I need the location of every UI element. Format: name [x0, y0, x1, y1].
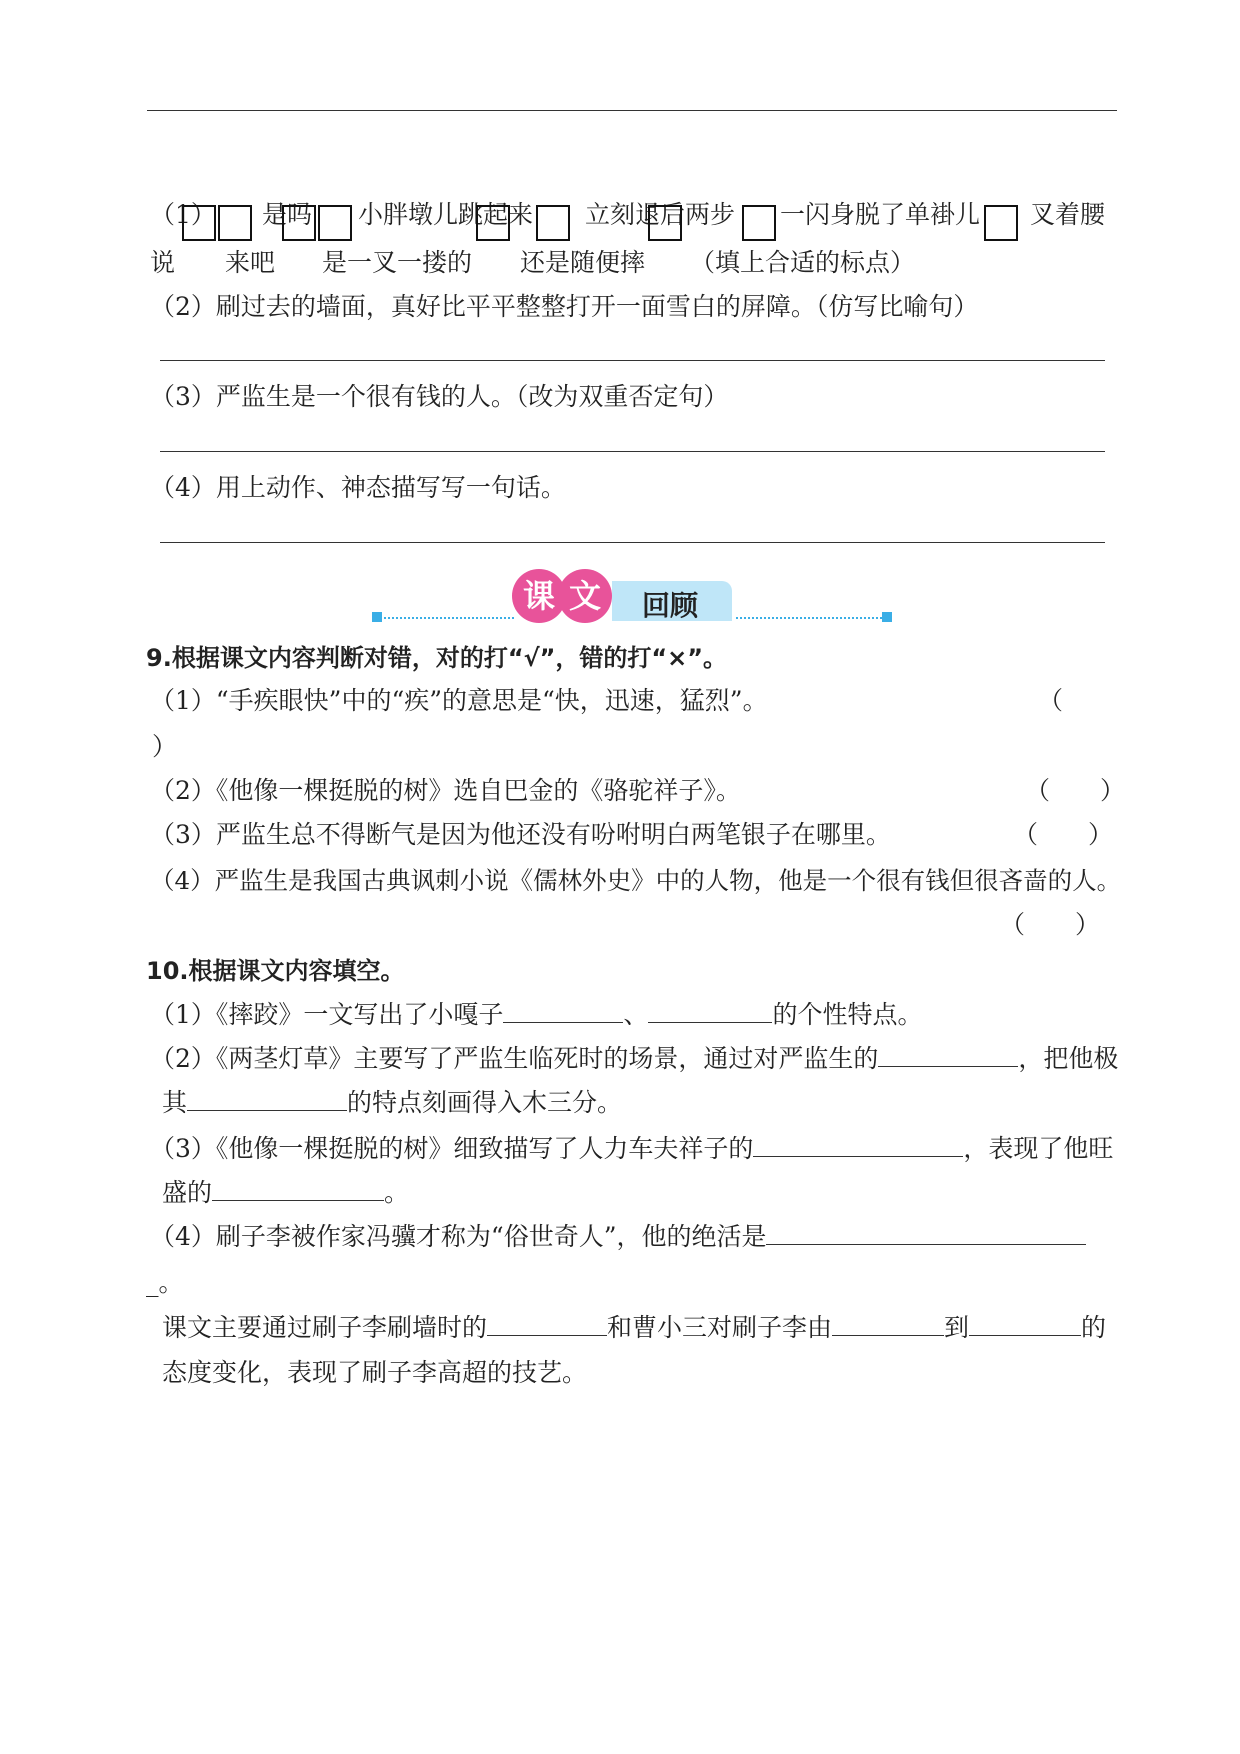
q10-line-5-a: 盛的 [162, 1178, 213, 1207]
q9-item-4-paren[interactable]: （ ） [1000, 910, 1101, 939]
banner-dot-right [882, 612, 892, 622]
q10-line-1-b: 、 [623, 1000, 649, 1029]
q10-line-1-a: （1）《摔跤》一文写出了小嘎子 [150, 1000, 504, 1029]
punct-box[interactable] [984, 205, 1018, 241]
q10-line-6-a: （4）刷子李被作家冯骥才称为“俗世奇人”，他的绝活是 [150, 1222, 767, 1251]
banner-circle-2: 文 [558, 569, 612, 623]
q9-item-2-paren[interactable]: （ ） [1025, 776, 1126, 805]
q10-line-9: 态度变化，表现了刷子李高超的技艺。 [162, 1358, 588, 1387]
q8-p1-seg5: 叉着腰 [1030, 200, 1106, 229]
q10-line-8-a: 课文主要通过刷子李刷墙时的 [162, 1313, 488, 1342]
q8-p1-line2-c: 是一叉一搂的 [322, 248, 473, 277]
q8-p1-seg4: 一闪身脱了单褂儿 [780, 200, 981, 229]
fill-blank[interactable] [503, 1000, 623, 1023]
header-rule [147, 110, 1117, 111]
q8-p4: （4）用上动作、神态描写写一句话。 [150, 473, 566, 502]
fill-blank[interactable] [969, 1313, 1081, 1336]
q8-p3: （3）严监生是一个很有钱的人。（改为双重否定句） [150, 382, 729, 411]
fill-blank[interactable] [487, 1313, 607, 1336]
fill-blank[interactable] [832, 1313, 944, 1336]
q10-line-5-b: 。 [384, 1178, 410, 1207]
q8-p1-line2-e: （填上合适的标点） [690, 248, 916, 277]
q9-item-1-paren-open[interactable]: （ [1038, 686, 1064, 715]
q10-line-4-b: ，表现了他旺 [963, 1134, 1114, 1163]
q10-line-4-a: （3）《他像一棵挺脱的树》细致描写了人力车夫祥子的 [150, 1134, 754, 1163]
q10-line-6 [150, 1222, 1086, 1252]
punct-box[interactable] [648, 205, 682, 241]
fill-blank[interactable] [187, 1088, 347, 1111]
q10-line-1-c: 的个性特点。 [772, 1000, 923, 1029]
q8-p1-line2-b: 来吧 [225, 248, 276, 277]
q8-p1-seg2: 小胖墩儿跳起来 [358, 200, 534, 229]
q9-item-4: （4）严监生是我国古典讽刺小说《儒林外史》中的人物，他是一个很有钱但很吝啬的人。 [150, 866, 1122, 895]
fill-blank[interactable] [648, 1000, 772, 1023]
q9-item-2: （2）《他像一棵挺脱的树》选自巴金的《骆驼祥子》。 [150, 776, 741, 805]
q9-item-3: （3）严监生总不得断气是因为他还没有吩咐明白两笔银子在哪里。 [150, 820, 891, 849]
punct-box[interactable] [182, 205, 216, 241]
q8-p2: （2）刷过去的墙面，真好比平平整整打开一面雪白的屏障。（仿写比喻句） [150, 292, 979, 321]
q10-line-3-b: 的特点刻画得入木三分。 [347, 1088, 623, 1117]
answer-line[interactable] [160, 542, 1105, 543]
q10-line-8-d: 的 [1081, 1313, 1107, 1342]
punct-box[interactable] [218, 205, 252, 241]
q10-line-3 [162, 1088, 622, 1118]
banner-tab-label: 回顾 [642, 589, 699, 622]
banner-line-right [736, 617, 882, 619]
fill-blank[interactable] [212, 1178, 384, 1201]
q10-line-2-a: （2）《两茎灯草》主要写了严监生临死时的场景，通过对严监生的 [150, 1044, 879, 1073]
punct-box[interactable] [536, 205, 570, 241]
q10-line-8 [162, 1313, 1106, 1343]
punct-box[interactable] [318, 205, 352, 241]
fill-blank[interactable] [766, 1222, 1086, 1245]
q10-line-8-b: 和曹小三对刷子李由 [607, 1313, 833, 1342]
q10-line-5 [162, 1178, 409, 1208]
q8-p1-line2-a: 说 [150, 248, 176, 277]
punct-box[interactable] [742, 205, 776, 241]
q8-p1-seg3: 立刻退后两步 [585, 200, 736, 229]
q8-p1-seg1: 是吗 [262, 200, 313, 229]
q10-line-2 [150, 1044, 1118, 1074]
q9-item-1-paren-close[interactable]: ） [152, 732, 178, 761]
q9-item-1: （1）“手疾眼快”中的“疾”的意思是“快，迅速，猛烈”。 [150, 686, 768, 715]
q10-line-7: _。 [146, 1268, 184, 1297]
answer-line[interactable] [160, 451, 1105, 452]
banner-dot-left [372, 612, 382, 622]
banner-circle-1: 课 [512, 569, 566, 623]
q10-line-4 [150, 1134, 1113, 1164]
q10-line-1 [150, 1000, 922, 1030]
q9-item-3-paren[interactable]: （ ） [1013, 820, 1114, 849]
q10-line-8-c: 到 [944, 1313, 970, 1342]
q9-title: 9.根据课文内容判断对错，对的打“√”，错的打“×”。 [146, 644, 728, 672]
q8-p1-line2-d: 还是随便摔 [520, 248, 646, 277]
q10-line-2-b: ，把他极 [1018, 1044, 1119, 1073]
punct-box[interactable] [476, 205, 510, 241]
q8-p1-label: （1） [150, 200, 216, 229]
q10-line-3-a: 其 [162, 1088, 188, 1117]
fill-blank[interactable] [878, 1044, 1018, 1067]
q10-title: 10.根据课文内容填空。 [146, 957, 405, 985]
banner-line-left [384, 617, 514, 619]
fill-blank[interactable] [753, 1134, 963, 1157]
banner-tab [612, 581, 732, 621]
punct-box[interactable] [282, 205, 316, 241]
answer-line[interactable] [160, 360, 1105, 361]
